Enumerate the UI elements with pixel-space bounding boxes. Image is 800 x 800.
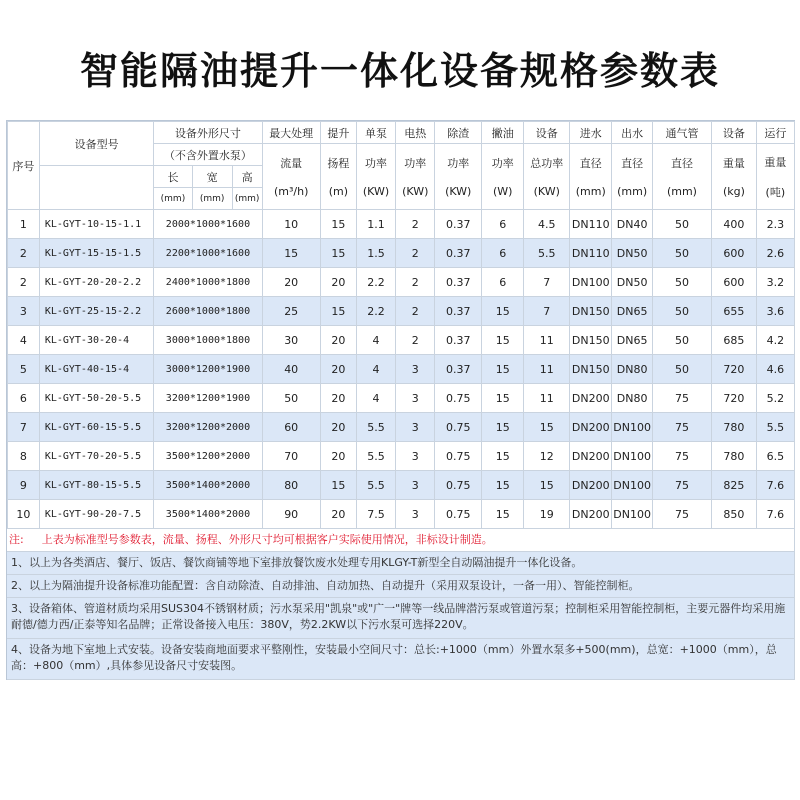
- header-outlet-unit: (mm): [617, 185, 648, 198]
- cell-run: 3.6: [756, 297, 794, 326]
- header-outlet-2: [612, 144, 652, 210]
- cell-total: 7: [524, 297, 570, 326]
- table-row: [8, 268, 795, 297]
- header-heat-1: 电热: [396, 122, 435, 144]
- header-pump-2: [356, 144, 395, 210]
- header-pump-1: 单泵: [356, 122, 395, 144]
- cell-lift: 20: [320, 500, 356, 529]
- cell-no: 2: [8, 239, 40, 268]
- header-flow-2: [262, 144, 320, 210]
- cell-no: 3: [8, 297, 40, 326]
- cell-skim: 15: [482, 500, 524, 529]
- cell-model: KL-GYT-70-20-5.5: [39, 442, 154, 471]
- cell-lift: 20: [320, 326, 356, 355]
- cell-pump: 5.5: [356, 442, 395, 471]
- cell-model: KL-GYT-60-15-5.5: [39, 413, 154, 442]
- cell-vent: 50: [652, 239, 711, 268]
- cell-pump: 4: [356, 384, 395, 413]
- cell-pump: 7.5: [356, 500, 395, 529]
- cell-model: KL-GYT-50-20-5.5: [39, 384, 154, 413]
- cell-heat: 2: [396, 326, 435, 355]
- cell-flow: 15: [262, 239, 320, 268]
- cell-outlet: DN50: [612, 268, 652, 297]
- cell-skim: 15: [482, 384, 524, 413]
- cell-outlet: DN65: [612, 297, 652, 326]
- cell-weight: 600: [712, 268, 757, 297]
- cell-flow: 40: [262, 355, 320, 384]
- cell-run: 4.6: [756, 355, 794, 384]
- header-seq: 序号: [8, 122, 40, 210]
- cell-skim: 15: [482, 471, 524, 500]
- cell-heat: 3: [396, 384, 435, 413]
- header-total-unit: (KW): [533, 185, 560, 198]
- note-standard: [7, 529, 795, 552]
- cell-vent: 50: [652, 210, 711, 239]
- header-skim-2: [482, 144, 524, 210]
- header-vent-unit: (mm): [666, 185, 697, 198]
- cell-run: 6.5: [756, 442, 794, 471]
- cell-total: 19: [524, 500, 570, 529]
- table-row: [8, 355, 795, 384]
- cell-weight: 400: [712, 210, 757, 239]
- cell-inlet: DN100: [570, 268, 612, 297]
- cell-slag: 0.37: [435, 326, 482, 355]
- header-slag-label: 功率: [447, 157, 470, 170]
- cell-inlet: DN200: [570, 413, 612, 442]
- cell-total: 15: [524, 471, 570, 500]
- cell-inlet: DN200: [570, 471, 612, 500]
- cell-no: 4: [8, 326, 40, 355]
- cell-vent: 75: [652, 384, 711, 413]
- note-lead: 注:: [9, 533, 24, 546]
- cell-pump: 2.2: [356, 268, 395, 297]
- cell-slag: 0.75: [435, 413, 482, 442]
- cell-outlet: DN100: [612, 442, 652, 471]
- header-total-label: 总功率: [530, 157, 564, 170]
- cell-lift: 15: [320, 239, 356, 268]
- table-row: [8, 413, 795, 442]
- note-2: 2、以上为隔油提升设备标准功能配置：含自动除渣、自动排油、自动加热、自动提升（采用双泵设计，一备一用）、智能控制柜。: [7, 575, 795, 598]
- cell-model: KL-GYT-30-20-4: [39, 326, 154, 355]
- cell-pump: 5.5: [356, 471, 395, 500]
- cell-pump: 5.5: [356, 413, 395, 442]
- cell-dims: 3500*1200*2000: [154, 442, 262, 471]
- header-pump-label: 功率: [365, 157, 388, 170]
- cell-skim: 6: [482, 210, 524, 239]
- cell-dims: 2600*1000*1800: [154, 297, 262, 326]
- cell-dims: 2400*1000*1800: [154, 268, 262, 297]
- header-inlet-unit: (mm): [575, 185, 606, 198]
- cell-vent: 75: [652, 500, 711, 529]
- cell-lift: 15: [320, 471, 356, 500]
- cell-total: 11: [524, 326, 570, 355]
- cell-no: 5: [8, 355, 40, 384]
- cell-inlet: DN150: [570, 355, 612, 384]
- cell-slag: 0.75: [435, 384, 482, 413]
- cell-weight: 850: [712, 500, 757, 529]
- cell-vent: 50: [652, 297, 711, 326]
- cell-lift: 20: [320, 413, 356, 442]
- cell-vent: 75: [652, 471, 711, 500]
- cell-flow: 70: [262, 442, 320, 471]
- cell-model: KL-GYT-20-20-2.2: [39, 268, 154, 297]
- header-inlet-2: [570, 144, 612, 210]
- header-lift-unit: (m): [328, 185, 349, 198]
- header-flow-label: 流量: [280, 157, 303, 170]
- cell-vent: 75: [652, 413, 711, 442]
- cell-heat: 3: [396, 413, 435, 442]
- note-1: 1、以上为各类酒店、餐厅、饭店、餐饮商铺等地下室排放餐饮废水处理专用KLGY-T新型全自动隔油提升一体化设备。: [7, 552, 795, 575]
- cell-outlet: DN100: [612, 471, 652, 500]
- cell-skim: 6: [482, 268, 524, 297]
- cell-skim: 15: [482, 326, 524, 355]
- page-title: 智能隔油提升一体化设备规格参数表: [79, 49, 720, 93]
- header-vent-2: [652, 144, 711, 210]
- cell-weight: 685: [712, 326, 757, 355]
- cell-dims: 3500*1400*2000: [154, 500, 262, 529]
- cell-pump: 1.1: [356, 210, 395, 239]
- cell-flow: 50: [262, 384, 320, 413]
- cell-flow: 90: [262, 500, 320, 529]
- header-weight-unit: (kg): [722, 185, 745, 198]
- spec-sheet: [6, 120, 795, 680]
- header-vent-1: 通气管: [652, 122, 711, 144]
- cell-weight: 600: [712, 239, 757, 268]
- table-row: [8, 297, 795, 326]
- header-inlet-label: 直径: [579, 157, 602, 170]
- cell-run: 3.2: [756, 268, 794, 297]
- header-run-2: [756, 144, 794, 210]
- header-outlet-label: 直径: [621, 157, 644, 170]
- cell-weight: 780: [712, 413, 757, 442]
- cell-no: 7: [8, 413, 40, 442]
- cell-inlet: DN110: [570, 239, 612, 268]
- header-vent-label: 直径: [670, 157, 693, 170]
- cell-run: 7.6: [756, 471, 794, 500]
- header-inlet-1: 进水: [570, 122, 612, 144]
- header-lift-2: [320, 144, 356, 210]
- cell-flow: 80: [262, 471, 320, 500]
- cell-no: 9: [8, 471, 40, 500]
- table-row: [8, 442, 795, 471]
- header-size: 设备外形尺寸: [154, 122, 262, 144]
- header-model-blank: [39, 166, 154, 210]
- cell-skim: 15: [482, 297, 524, 326]
- cell-lift: 20: [320, 442, 356, 471]
- header-wid: 宽: [192, 166, 232, 188]
- header-len-unit: (mm): [154, 188, 192, 210]
- cell-weight: 720: [712, 355, 757, 384]
- note-standard-text: 上表为标准型号参数表，流量、扬程、外形尺寸均可根据客户实际使用情况，非标设计制造。: [41, 533, 493, 546]
- header-skim-label: 功率: [491, 157, 514, 170]
- cell-dims: 3500*1400*2000: [154, 471, 262, 500]
- cell-no: 1: [8, 210, 40, 239]
- header-len: 长: [154, 166, 192, 188]
- table-row: [8, 384, 795, 413]
- cell-heat: 2: [396, 239, 435, 268]
- header-skim-1: 撇油: [482, 122, 524, 144]
- cell-skim: 15: [482, 442, 524, 471]
- cell-weight: 720: [712, 384, 757, 413]
- header-size-note: （不含外置水泵）: [154, 144, 262, 166]
- cell-pump: 1.5: [356, 239, 395, 268]
- cell-model: KL-GYT-90-20-7.5: [39, 500, 154, 529]
- cell-outlet: DN65: [612, 326, 652, 355]
- header-outlet-1: 出水: [612, 122, 652, 144]
- header-run-1: 运行: [756, 122, 794, 144]
- cell-run: 2.6: [756, 239, 794, 268]
- cell-inlet: DN200: [570, 384, 612, 413]
- header-run-label: 重量: [764, 155, 787, 169]
- cell-inlet: DN200: [570, 442, 612, 471]
- cell-slag: 0.37: [435, 268, 482, 297]
- cell-total: 12: [524, 442, 570, 471]
- table-row: [8, 210, 795, 239]
- cell-total: 11: [524, 384, 570, 413]
- header-slag-1: 除渣: [435, 122, 482, 144]
- cell-run: 5.5: [756, 413, 794, 442]
- cell-model: KL-GYT-25-15-2.2: [39, 297, 154, 326]
- header-weight-2: [712, 144, 757, 210]
- table-row: [8, 471, 795, 500]
- notes-section: [7, 529, 795, 680]
- cell-heat: 2: [396, 297, 435, 326]
- cell-model: KL-GYT-80-15-5.5: [39, 471, 154, 500]
- cell-no: 10: [8, 500, 40, 529]
- header-hgt-unit: (mm): [232, 188, 262, 210]
- note-3: 3、设备箱体、管道材质均采用SUS304不锈钢材质；污水泵采用"凯泉"或"广一"牌等一线品牌潜污泵或管道污泵；控制柜采用智能控制柜，主要元器件均采用施耐德/德力西/正泰等知名品牌；正常设备接入电压：380V，势2.2KW以下污水泵可选择220V。: [7, 598, 795, 639]
- cell-model: KL-GYT-15-15-1.5: [39, 239, 154, 268]
- header-model: 设备型号: [39, 122, 154, 166]
- cell-heat: 3: [396, 500, 435, 529]
- cell-slag: 0.75: [435, 471, 482, 500]
- cell-lift: 20: [320, 384, 356, 413]
- table-row: [8, 500, 795, 529]
- cell-outlet: DN40: [612, 210, 652, 239]
- cell-total: 7: [524, 268, 570, 297]
- cell-lift: 20: [320, 268, 356, 297]
- cell-pump: 4: [356, 355, 395, 384]
- header-weight-1: 设备: [712, 122, 757, 144]
- cell-inlet: DN150: [570, 297, 612, 326]
- cell-no: 8: [8, 442, 40, 471]
- cell-run: 7.6: [756, 500, 794, 529]
- header-flow-1: 最大处理: [262, 122, 320, 144]
- cell-slag: 0.37: [435, 210, 482, 239]
- cell-vent: 50: [652, 326, 711, 355]
- cell-model: KL-GYT-40-15-4: [39, 355, 154, 384]
- cell-no: 2: [8, 268, 40, 297]
- cell-outlet: DN80: [612, 355, 652, 384]
- header-heat-label: 功率: [404, 157, 427, 170]
- cell-weight: 655: [712, 297, 757, 326]
- cell-run: 2.3: [756, 210, 794, 239]
- header-wid-unit: (mm): [192, 188, 232, 210]
- spec-table: [7, 121, 795, 529]
- cell-inlet: DN150: [570, 326, 612, 355]
- note-4: 4、设备为地下室地上式安装。设备安装商地面要求平整刚性，安装最小空间尺寸：总长:+1000（mm）外置水泵多+500(mm)，总宽：+1000（mm），总高：+800（mm）,具体参见设备尺寸安装图。: [7, 639, 795, 680]
- cell-skim: 6: [482, 239, 524, 268]
- table-row: [8, 239, 795, 268]
- cell-slag: 0.37: [435, 355, 482, 384]
- cell-slag: 0.37: [435, 297, 482, 326]
- cell-total: 11: [524, 355, 570, 384]
- cell-pump: 4: [356, 326, 395, 355]
- cell-outlet: DN80: [612, 384, 652, 413]
- header-heat-unit: (KW): [402, 185, 429, 198]
- cell-outlet: DN100: [612, 500, 652, 529]
- cell-run: 5.2: [756, 384, 794, 413]
- cell-heat: 3: [396, 442, 435, 471]
- cell-dims: 2200*1000*1600: [154, 239, 262, 268]
- cell-heat: 2: [396, 268, 435, 297]
- cell-vent: 50: [652, 355, 711, 384]
- cell-flow: 20: [262, 268, 320, 297]
- cell-heat: 2: [396, 210, 435, 239]
- cell-slag: 0.75: [435, 442, 482, 471]
- cell-no: 6: [8, 384, 40, 413]
- cell-inlet: DN110: [570, 210, 612, 239]
- header-slag-2: [435, 144, 482, 210]
- header-heat-2: [396, 144, 435, 210]
- cell-outlet: DN50: [612, 239, 652, 268]
- cell-pump: 2.2: [356, 297, 395, 326]
- header-slag-unit: (KW): [445, 185, 472, 198]
- cell-flow: 30: [262, 326, 320, 355]
- cell-run: 4.2: [756, 326, 794, 355]
- header-weight-label: 重量: [722, 157, 745, 170]
- cell-model: KL-GYT-10-15-1.1: [39, 210, 154, 239]
- header-skim-unit: (W): [493, 185, 513, 198]
- cell-flow: 10: [262, 210, 320, 239]
- cell-weight: 825: [712, 471, 757, 500]
- header-run-unit: (吨): [765, 185, 786, 199]
- cell-heat: 3: [396, 471, 435, 500]
- table-row: [8, 326, 795, 355]
- cell-weight: 780: [712, 442, 757, 471]
- cell-lift: 20: [320, 355, 356, 384]
- cell-dims: 3000*1000*1800: [154, 326, 262, 355]
- cell-vent: 50: [652, 268, 711, 297]
- table-body: [8, 210, 795, 529]
- cell-lift: 15: [320, 210, 356, 239]
- header-flow-unit: (m³/h): [274, 185, 309, 198]
- cell-total: 4.5: [524, 210, 570, 239]
- cell-dims: 2000*1000*1600: [154, 210, 262, 239]
- cell-total: 15: [524, 413, 570, 442]
- cell-flow: 25: [262, 297, 320, 326]
- header-pump-unit: (KW): [362, 185, 390, 198]
- cell-outlet: DN100: [612, 413, 652, 442]
- cell-dims: 3200*1200*1900: [154, 384, 262, 413]
- cell-vent: 75: [652, 442, 711, 471]
- header-total-2: [524, 144, 570, 210]
- cell-skim: 15: [482, 355, 524, 384]
- cell-inlet: DN200: [570, 500, 612, 529]
- cell-dims: 3200*1200*2000: [154, 413, 262, 442]
- cell-lift: 15: [320, 297, 356, 326]
- cell-heat: 3: [396, 355, 435, 384]
- cell-skim: 15: [482, 413, 524, 442]
- header-total-1: 设备: [524, 122, 570, 144]
- cell-flow: 60: [262, 413, 320, 442]
- cell-dims: 3000*1200*1900: [154, 355, 262, 384]
- cell-total: 5.5: [524, 239, 570, 268]
- header-lift-1: 提升: [320, 122, 356, 144]
- header-lift-label: 扬程: [327, 157, 350, 170]
- header-hgt: 高: [232, 166, 262, 188]
- cell-slag: 0.75: [435, 500, 482, 529]
- cell-slag: 0.37: [435, 239, 482, 268]
